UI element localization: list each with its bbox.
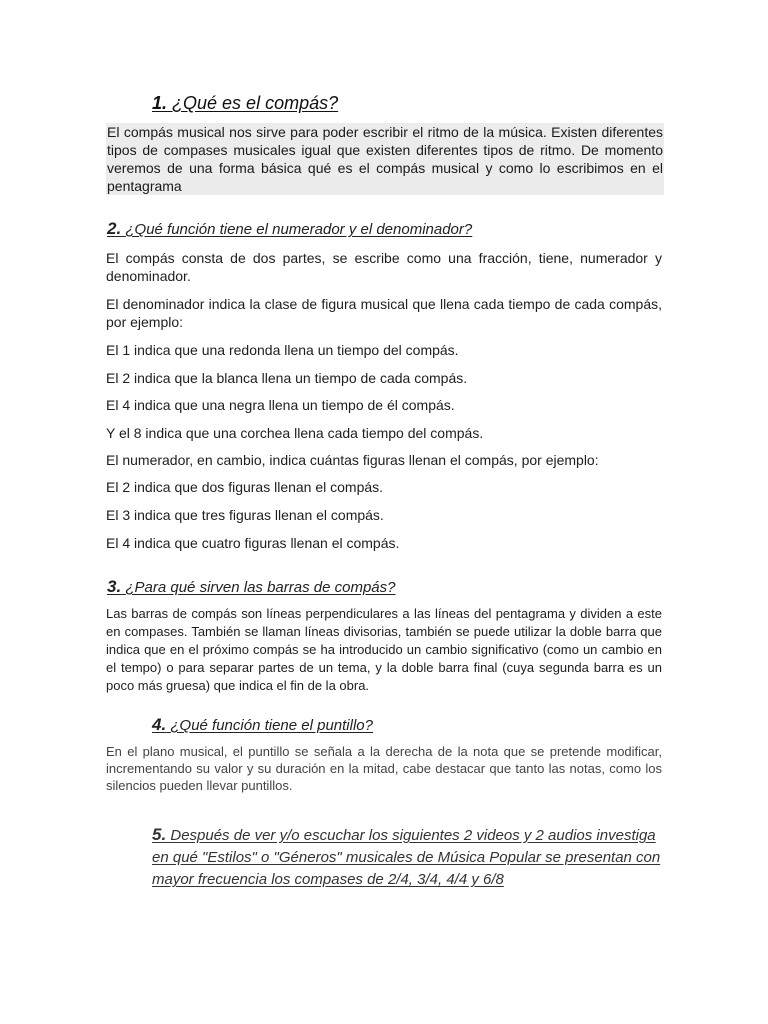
paragraph-que-es-el-compas: El compás musical nos sirve para poder escribir el ritmo de la música. Existen diferentes tipos de compases musicales igual que existen diferentes tipos de ritmo. De momento veremos de una forma básica qué es el compás musical y como lo escribimos en el pentagrama bbox=[107, 124, 663, 194]
heading-text: Después de ver y/o escuchar los siguientes 2 videos y 2 audios investiga en qué "Estilos" o "Géneros" musicales de Música Popular se presentan con mayor frecuencia los compases de 2/4, 3/4, 4/4 y 6/8 bbox=[152, 827, 661, 888]
paragraph: El denominador indica la clase de figura musical que llena cada tiempo de cada compás, por ejemplo: bbox=[106, 296, 662, 330]
heading-puntillo bbox=[152, 715, 373, 735]
paragraph-barras-de-compas: Las barras de compás son líneas perpendiculares a las líneas del pentagrama y dividen a este en compases. También se llaman líneas divisorias, también se puede utilizar la doble barra que indica que en el próximo compás se ha introducido un cambio significativo (como un cambio en el tempo) o para separar partes de un tema, y la doble barra final (cuya segunda barra es un poco más gruesa) que indica el fin de la obra. bbox=[106, 606, 662, 693]
paragraph-puntillo: En el plano musical, el puntillo se señala a la derecha de la nota que se pretende modificar, incrementando su valor y su duración en la mitad, cabe destacar que tanto las notas, como los silencios pueden llevar puntillos. bbox=[106, 744, 662, 793]
heading-number: 3. bbox=[107, 577, 122, 596]
heading-number: 2. bbox=[107, 219, 122, 238]
heading-barras-de-compas bbox=[107, 577, 396, 597]
paragraph: El 4 indica que una negra llena un tiempo de él compás. bbox=[106, 397, 455, 413]
heading-que-es-el-compas bbox=[152, 93, 338, 114]
heading-number: 5. bbox=[152, 825, 167, 844]
paragraph: El 1 indica que una redonda llena un tiempo del compás. bbox=[106, 342, 459, 358]
paragraph: El numerador, en cambio, indica cuántas figuras llenan el compás, por ejemplo: bbox=[106, 452, 599, 468]
heading-estilos-generos bbox=[152, 824, 662, 891]
heading-number: 4. bbox=[152, 715, 167, 734]
heading-text: ¿Qué función tiene el numerador y el denominador? bbox=[125, 221, 473, 238]
heading-text: ¿Qué función tiene el puntillo? bbox=[170, 717, 373, 734]
paragraph: El 2 indica que la blanca llena un tiempo de cada compás. bbox=[106, 370, 468, 386]
heading-number: 1. bbox=[152, 93, 168, 113]
paragraph: El 3 indica que tres figuras llenan el compás. bbox=[106, 507, 384, 523]
paragraph: Y el 8 indica que una corchea llena cada tiempo del compás. bbox=[106, 425, 484, 441]
paragraph: El 4 indica que cuatro figuras llenan el compás. bbox=[106, 535, 400, 551]
paragraph: El compás consta de dos partes, se escribe como una fracción, tiene, numerador y denominador. bbox=[106, 250, 662, 284]
heading-text: ¿Para qué sirven las barras de compás? bbox=[125, 579, 396, 596]
heading-numerador-denominador bbox=[107, 219, 472, 239]
paragraph: El 2 indica que dos figuras llenan el compás. bbox=[106, 479, 384, 495]
heading-text: ¿Qué es el compás? bbox=[172, 93, 339, 113]
